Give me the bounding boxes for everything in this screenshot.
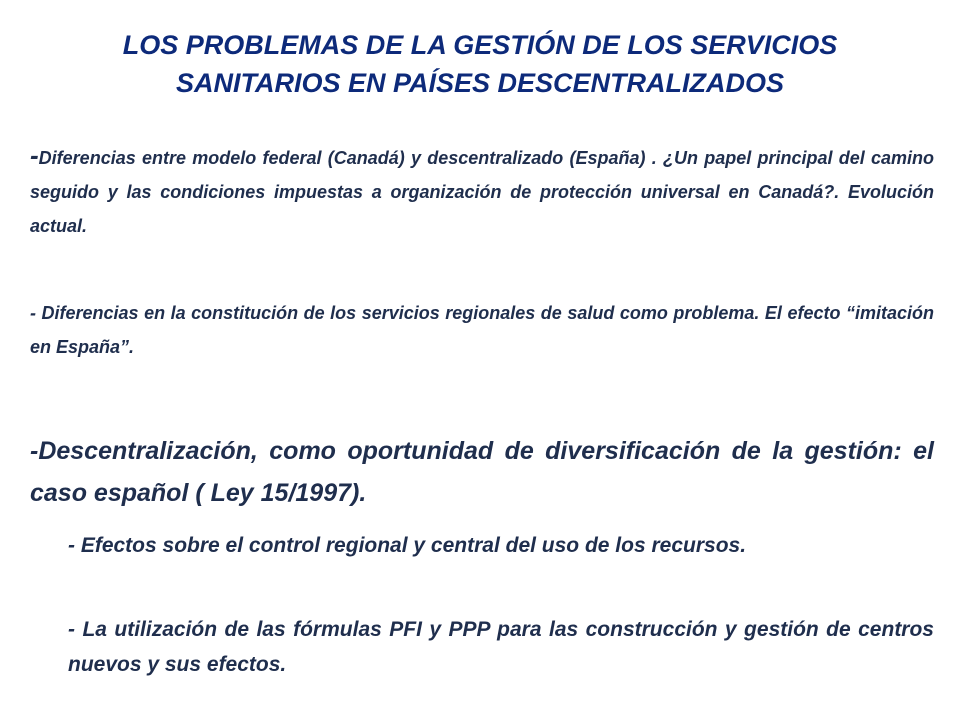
paragraph-dash: - xyxy=(30,140,39,170)
paragraph-decentralization-opportunity: -Descentralización, como oportunidad de diversificación de la gestión: el caso español ( Ley 15/1997). xyxy=(30,437,934,507)
subpoint-control-effects: - Efectos sobre el control regional y central del uso de los recursos. xyxy=(68,534,747,557)
paragraph-federal-vs-decentralized xyxy=(30,138,934,243)
subpoint-pfi-ppp: - La utilización de las fórmulas PFI y PPP para las construcción y gestión de centros nuevos y sus efectos. xyxy=(68,618,934,676)
paragraph-text: Diferencias entre modelo federal (Canadá) y descentralizado (España) . ¿Un papel principal del camino seguido y las condiciones impuestas a organización de protección universal en Canadá?. Evolución actual. xyxy=(30,148,934,236)
slide-title-line-2: SANITARIOS EN PAÍSES DESCENTRALIZADOS xyxy=(175,68,785,98)
slide-title-line-1: LOS PROBLEMAS DE LA GESTIÓN DE LOS SERVICIOS xyxy=(122,30,838,60)
paragraph-regional-services: - Diferencias en la constitución de los servicios regionales de salud como problema. El efecto “imitación en España”. xyxy=(30,303,934,357)
slide-title xyxy=(40,26,920,102)
